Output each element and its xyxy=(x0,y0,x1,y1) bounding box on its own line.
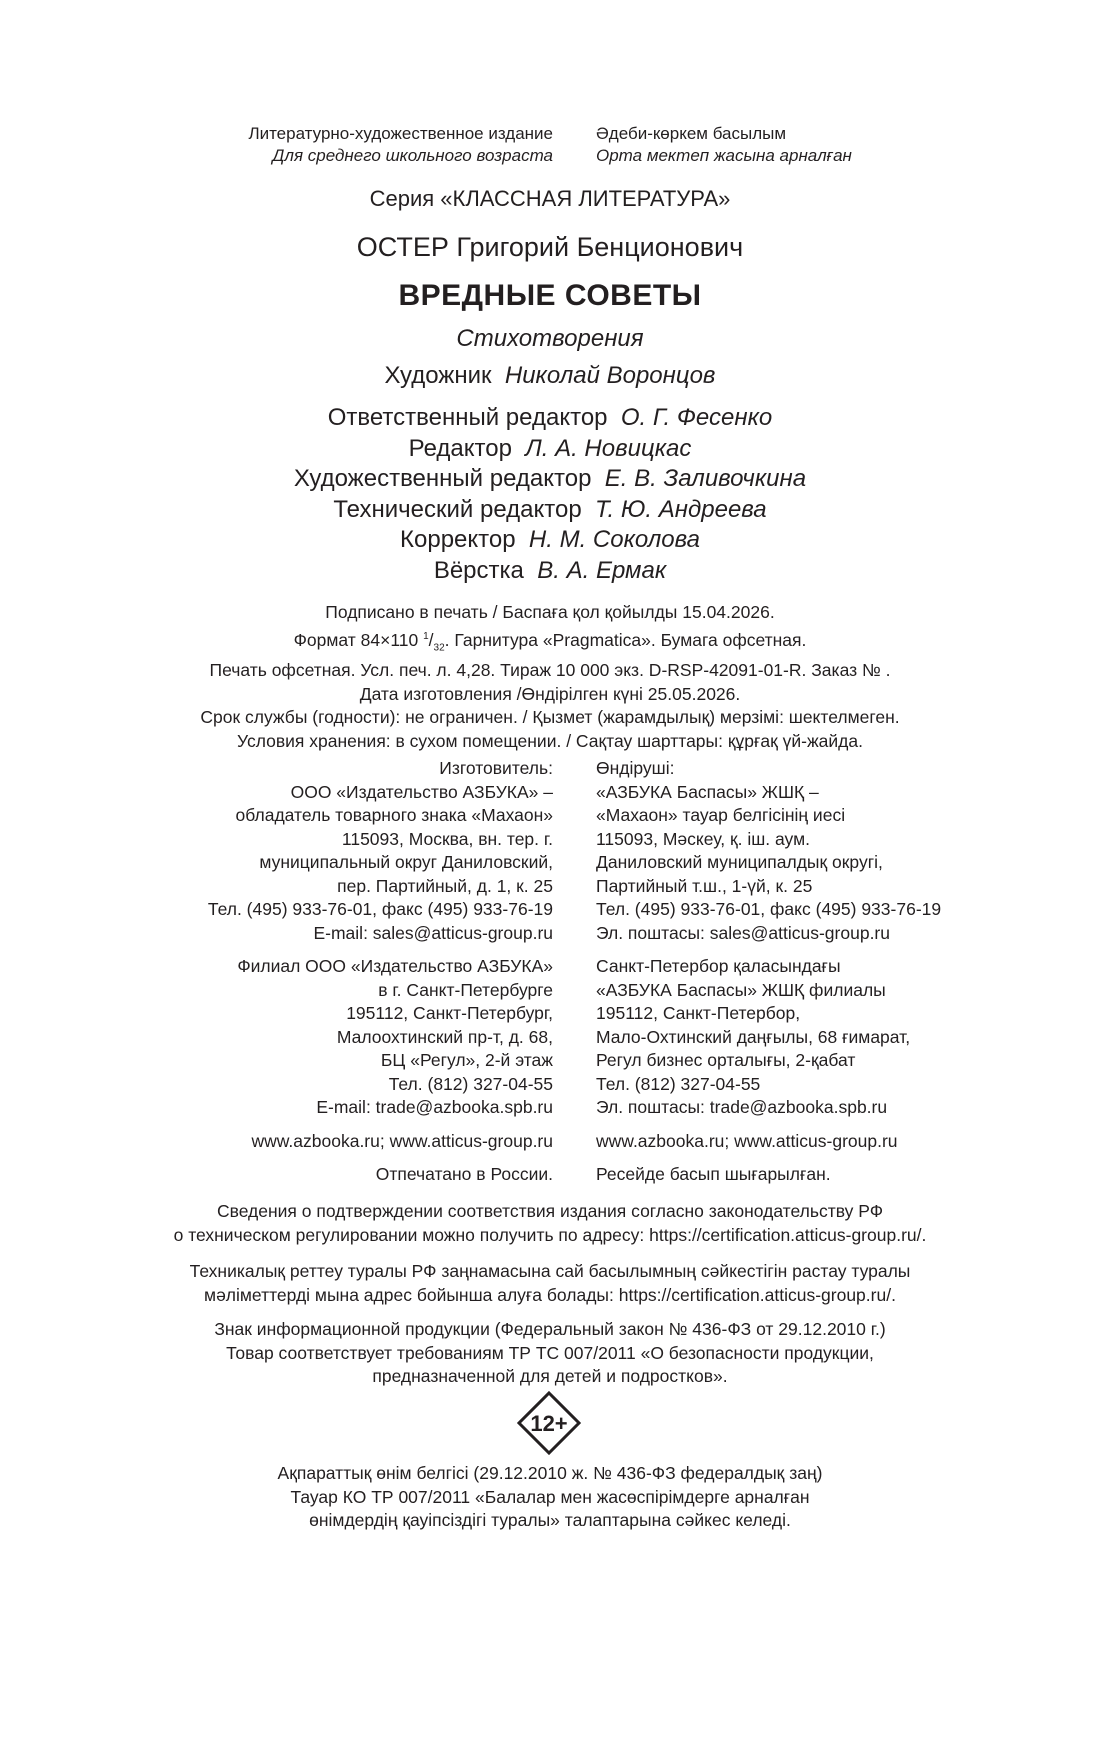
branch-ru-line: в г. Санкт-Петербурге xyxy=(378,979,553,1000)
website-kz: www.azbooka.ru; www.atticus-group.ru xyxy=(596,1130,898,1151)
staff-name: Н. М. Соколова xyxy=(528,526,700,553)
manufacturer-ru-line: обладатель товарного знака «Махаон» xyxy=(235,805,553,825)
artist-role: Художник xyxy=(384,362,492,389)
format-prefix: Формат 84×110 xyxy=(293,629,424,650)
branch-ru xyxy=(208,955,553,1120)
manufacturer-ru-line: Изготовитель: xyxy=(439,758,553,778)
manufacturer-kz-line: «АЗБУКА Баспасы» ЖШҚ – xyxy=(596,781,819,802)
manufacturer-ru xyxy=(208,757,553,945)
manufacturer-ru-line: пер. Партийный, д. 1, к. 25 xyxy=(337,875,553,896)
branch-kz-line: Тел. (812) 327-04-55 xyxy=(596,1073,761,1094)
staff-row xyxy=(0,495,1100,526)
manufacturer-ru-line: 115093, Москва, вн. тер. г. xyxy=(341,828,553,849)
certification-kz xyxy=(0,1260,1100,1307)
book-genre: Стихотворения xyxy=(456,325,644,352)
print-details xyxy=(0,601,1100,753)
staff-role: Художественный редактор xyxy=(293,465,592,492)
website-ru: www.azbooka.ru; www.atticus-group.ru xyxy=(251,1130,553,1151)
info-mark-ru-line: Товар соответствует требованиям ТР ТС 007/2011 «О безопасности продукции, xyxy=(226,1342,874,1363)
certification-ru-line: о техническом регулировании можно получить по адресу: https://certification.atticus-group.ru/. xyxy=(173,1224,927,1245)
staff-name: Т. Ю. Андреева xyxy=(595,495,767,523)
series-name: Серия «КЛАССНАЯ ЛИТЕРАТУРА» xyxy=(369,186,731,211)
manufacturer-ru-email: E-mail: sales@atticus-group.ru xyxy=(313,922,553,943)
format-slash: / xyxy=(428,629,434,650)
author-name: ОСТЕР Григорий Бенционович xyxy=(356,232,744,262)
manufacturer-kz xyxy=(596,757,941,945)
format-rest: . Гарнитура «Pragmatica». Бумага офсетная. xyxy=(444,629,807,650)
manufacturer-ru-line: Тел. (495) 933-76-01, факс (495) 933-76-19 xyxy=(207,899,553,919)
manufacturer-kz-line: «Махаон» тауар белгісінің иесі xyxy=(596,805,846,825)
staff-role: Технический редактор xyxy=(333,495,582,523)
branch-kz-line: Регул бизнес орталығы, 2-қабат xyxy=(596,1050,856,1070)
manufacturer-kz-line: Тел. (495) 933-76-01, факс (495) 933-76-19 xyxy=(596,899,942,919)
printed-in-ru: Отпечатано в России. xyxy=(375,1164,553,1184)
branch-kz-line: Санкт-Петербор қаласындағы xyxy=(596,956,841,976)
age-group-kz: Орта мектеп жасына арналған xyxy=(596,146,852,165)
manufacturer-kz-line: 115093, Мәскеу, қ. іш. аум. xyxy=(596,828,811,849)
staff-row xyxy=(0,464,1100,495)
manufacturer-kz-line: Өндіруші: xyxy=(596,758,675,778)
book-title: ВРЕДНЫЕ СОВЕТЫ xyxy=(398,279,702,312)
print-run-line: Печать офсетная. Усл. печ. л. 4,28. Тираж 10 000 экз. D-RSP-42091-01-R. Заказ № . xyxy=(209,660,891,681)
staff-role: Ответственный редактор xyxy=(327,404,608,431)
staff-name: Л. А. Новицкас xyxy=(525,434,692,462)
branch-kz-line: «АЗБУКА Баспасы» ЖШҚ филиалы xyxy=(596,979,886,1000)
format-denominator: 32 xyxy=(433,641,445,653)
certification-kz-line: мәліметтерді мына адрес бойынша алуға болады: https://certification.atticus-group.ru/. xyxy=(204,1284,896,1305)
manufacturer-kz-line: Даниловский муниципалдық округі, xyxy=(596,852,883,872)
branch-ru-email: E-mail: trade@azbooka.spb.ru xyxy=(316,1097,553,1117)
age-rating-badge xyxy=(517,1391,581,1455)
staff-row xyxy=(0,525,1100,556)
signed-to-print: Подписано в печать / Баспаға қол қойылды 15.04.2026. xyxy=(325,602,775,622)
edition-type-ru: Литературно-художественное издание xyxy=(248,124,553,143)
age-rating-text: 12+ xyxy=(530,1411,568,1436)
staff-role: Корректор xyxy=(400,526,516,553)
staff-row xyxy=(0,403,1100,434)
branch-ru-line: Филиал ООО «Издательство АЗБУКА» xyxy=(237,956,553,976)
staff-credits xyxy=(0,403,1100,586)
artist-name: Николай Воронцов xyxy=(504,362,716,389)
storage-conditions: Условия хранения: в сухом помещении. / Сақтау шарттары: құрғақ үй-жайда. xyxy=(237,730,863,751)
branch-kz xyxy=(596,955,941,1120)
info-product-mark-ru xyxy=(0,1318,1100,1389)
certification-ru-line: Сведения о подтверждении соответствия издания согласно законодательству РФ xyxy=(216,1201,884,1221)
age-group-ru: Для среднего школьного возраста xyxy=(272,146,553,165)
info-mark-kz-line: Тауар КО ТР 007/2011 «Балалар мен жасөспірімдерге арналған xyxy=(290,1486,810,1507)
manufacture-date: Дата изготовления /Өндірілген күні 25.05.2026. xyxy=(359,683,741,704)
service-life: Срок службы (годности): не ограничен. / Қызмет (жарамдылық) мерзімі: шектелмеген. xyxy=(200,707,900,728)
staff-name: Е. В. Заливочкина xyxy=(604,465,807,492)
branch-kz-line: Мало-Охтинский даңғылы, 68 ғимарат, xyxy=(596,1026,911,1047)
format-line xyxy=(0,625,1100,660)
info-mark-kz-line: өнімдердің қауіпсіздігі туралы» талаптарына сәйкес келеді. xyxy=(309,1510,791,1530)
manufacturer-ru-line: ООО «Издательство АЗБУКА» – xyxy=(290,781,553,802)
branch-ru-line: 195112, Санкт-Петербург, xyxy=(346,1003,553,1023)
info-mark-ru-line: предназначенной для детей и подростков». xyxy=(372,1366,728,1386)
certification-ru xyxy=(0,1200,1100,1247)
manufacturer-kz-email: Эл. поштасы: sales@atticus-group.ru xyxy=(596,922,890,943)
artist-credit xyxy=(0,362,1100,390)
branch-ru-line: Тел. (812) 327-04-55 xyxy=(388,1073,553,1094)
staff-row xyxy=(0,434,1100,465)
printed-in-kz: Ресейде басып шығарылған. xyxy=(596,1164,831,1184)
staff-name: В. А. Ермак xyxy=(537,556,667,584)
staff-row xyxy=(0,556,1100,587)
staff-name: О. Г. Фесенко xyxy=(620,404,773,431)
branch-kz-line: 195112, Санкт-Петербор, xyxy=(596,1003,801,1023)
staff-role: Вёрстка xyxy=(433,556,524,584)
info-product-mark-kz xyxy=(0,1462,1100,1533)
info-mark-ru-line: Знак информационной продукции (Федеральный закон № 436-ФЗ от 29.12.2010 г.) xyxy=(214,1319,886,1339)
branch-ru-line: Малоохтинский пр-т, д. 68, xyxy=(336,1026,553,1047)
branch-kz-email: Эл. поштасы: trade@azbooka.spb.ru xyxy=(596,1097,888,1117)
format-numerator: 1 xyxy=(423,630,429,642)
info-mark-kz-line: Ақпараттық өнім белгісі (29.12.2010 ж. № 436-ФЗ федералдық заң) xyxy=(277,1463,823,1483)
manufacturer-kz-line: Партийный т.ш., 1-үй, к. 25 xyxy=(596,875,813,896)
branch-ru-line: БЦ «Регул», 2-й этаж xyxy=(380,1050,553,1070)
manufacturer-ru-line: муниципальный округ Даниловский, xyxy=(259,852,553,872)
staff-role: Редактор xyxy=(408,434,512,462)
certification-kz-line: Техникалық реттеу туралы РФ заңнамасына сай басылымның сәйкестігін растау туралы xyxy=(189,1261,911,1281)
edition-type-kz: Әдеби-көркем басылым xyxy=(596,124,787,143)
